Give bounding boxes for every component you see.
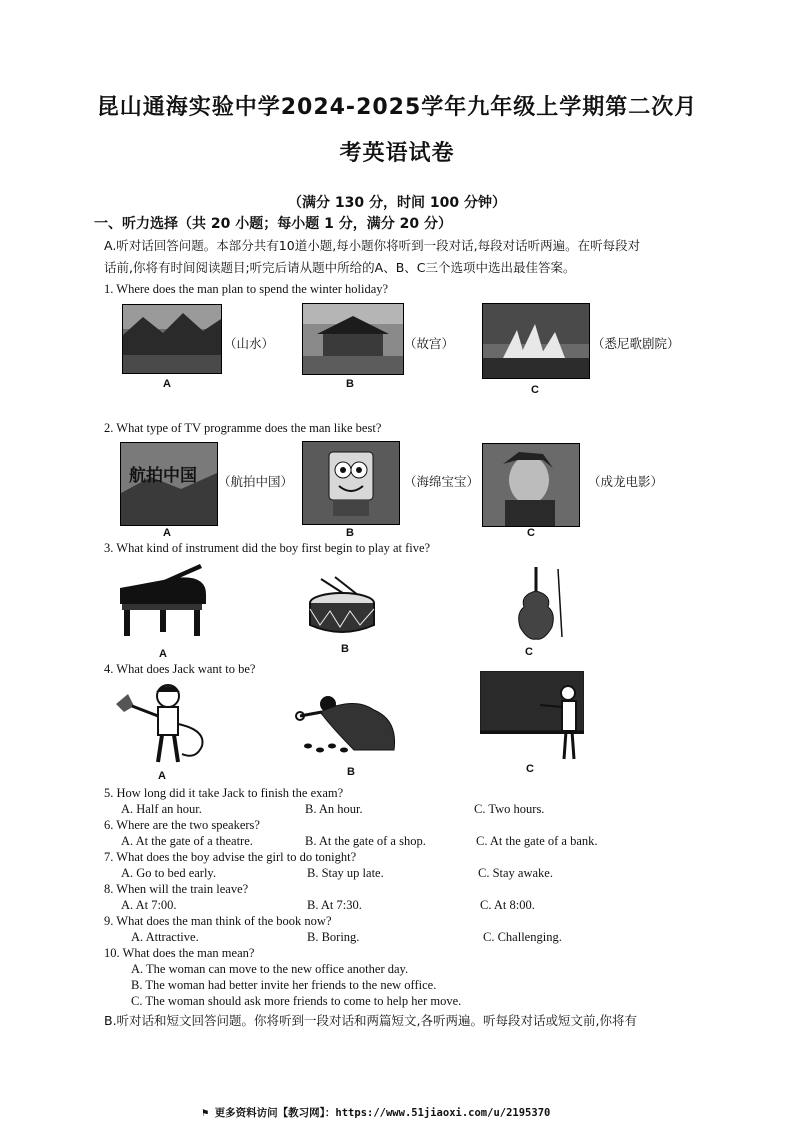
q1-caption-c: （悉尼歌剧院） (592, 336, 680, 351)
q5-option-b: B. An hour. (305, 802, 363, 816)
q9-question: 9. What does the man think of the book now? (104, 914, 332, 928)
q4-option-b-detective-image (294, 690, 404, 758)
q2-label-c: C (527, 527, 535, 539)
q10-option-b: B. The woman had better invite her friends to the new office. (131, 978, 437, 992)
q6-question: 6. Where are the two speakers? (104, 818, 260, 832)
q1-option-c-image (482, 303, 590, 379)
q9-option-c: C. Challenging. (483, 930, 562, 944)
q8-option-b: B. At 7:30. (307, 898, 362, 912)
score-info: （满分 130 分，时间 100 分钟） (288, 195, 506, 211)
q5-option-a: A. Half an hour. (121, 802, 202, 816)
q6-option-c: C. At the gate of a bank. (476, 834, 598, 848)
q3-option-a-piano-image (114, 560, 214, 644)
partA-intro-line2: 话前,你将有时间阅读题目;听完后请从题中所给的A、B、C三个选项中选出最佳答案。 (104, 260, 576, 275)
footer-link[interactable] (202, 1105, 550, 1120)
q2-caption-c: （成龙电影） (588, 474, 664, 489)
q5-question: 5. How long did it take Jack to finish the exam? (104, 786, 344, 800)
q2-question: 2. What type of TV programme does the man like best? (104, 421, 382, 435)
q10-option-a: A. The woman can move to the new office another day. (131, 962, 409, 976)
q8-question: 8. When will the train leave? (104, 882, 249, 896)
q6-option-b: B. At the gate of a shop. (305, 834, 426, 848)
q7-question: 7. What does the boy advise the girl to do tonight? (104, 850, 357, 864)
q3-label-c: C (525, 646, 533, 658)
q9-option-a: A. Attractive. (131, 930, 199, 944)
q2-option-a-image (120, 442, 218, 526)
q4-label-b: B (347, 766, 355, 778)
q2-option-b-image (302, 441, 400, 525)
q3-question: 3. What kind of instrument did the boy first begin to play at five? (104, 541, 431, 555)
q8-option-c: C. At 8:00. (480, 898, 535, 912)
q1-label-c: C (531, 384, 539, 396)
q2-image-logo-text: 航拍中国 (129, 466, 197, 486)
partB-intro: B.听对话和短文回答问题。你将听到一段对话和两篇短文,各听两遍。听每段对话或短文前,你将有 (104, 1013, 637, 1028)
q3-label-b: B (341, 643, 349, 655)
q6-option-a: A. At the gate of a theatre. (121, 834, 253, 848)
q3-option-c-violin-image (506, 565, 566, 643)
q1-option-b-image (302, 303, 404, 375)
q4-label-a: A (158, 770, 166, 782)
q4-question: 4. What does Jack want to be? (104, 662, 256, 676)
q4-option-a-firefighter-image (112, 680, 208, 768)
q10-question: 10. What does the man mean? (104, 946, 255, 960)
q5-option-c: C. Two hours. (474, 802, 545, 816)
q1-caption-a: （山水） (224, 336, 275, 351)
q1-label-a: A (163, 378, 171, 390)
q2-label-a: A (163, 527, 171, 539)
section1-heading: 一、听力选择（共 20 小题；每小题 1 分，满分 20 分） (94, 216, 452, 232)
q1-option-a-image (122, 304, 222, 374)
q4-label-c: C (526, 763, 534, 775)
q9-option-b: B. Boring. (307, 930, 360, 944)
document-title-line1: 昆山通海实验中学2024-2025学年九年级上学期第二次月 (96, 95, 698, 120)
q1-caption-b: （故宫） (404, 336, 455, 351)
q1-question: 1. Where does the man plan to spend the winter holiday? (104, 282, 389, 296)
flag-icon: ⚑ (202, 1107, 215, 1119)
q2-caption-a: （航拍中国） (218, 474, 294, 489)
partA-intro-line1: A.听对话回答问题。本部分共有10道小题,每小题你将听到一段对话,每段对话听两遍。在听每段对 (104, 238, 641, 253)
footer-text: 更多资料访问【教习网】：https://www.51jiaoxi.com/u/2195370 (214, 1107, 551, 1119)
q2-label-b: B (346, 527, 354, 539)
q8-option-a: A. At 7:00. (121, 898, 177, 912)
q1-label-b: B (346, 378, 354, 390)
q7-option-b: B. Stay up late. (307, 866, 384, 880)
q3-label-a: A (159, 648, 167, 660)
q2-option-c-image (482, 443, 580, 527)
q7-option-c: C. Stay awake. (478, 866, 553, 880)
document-title-line2: 考英语试卷 (339, 141, 455, 166)
q3-option-b-drum-image (305, 575, 379, 637)
q2-caption-b: （海绵宝宝） (404, 474, 480, 489)
q7-option-a: A. Go to bed early. (121, 866, 216, 880)
q4-option-c-teacher-image (480, 671, 584, 761)
q10-option-c: C. The woman should ask more friends to come to help her move. (131, 994, 462, 1008)
